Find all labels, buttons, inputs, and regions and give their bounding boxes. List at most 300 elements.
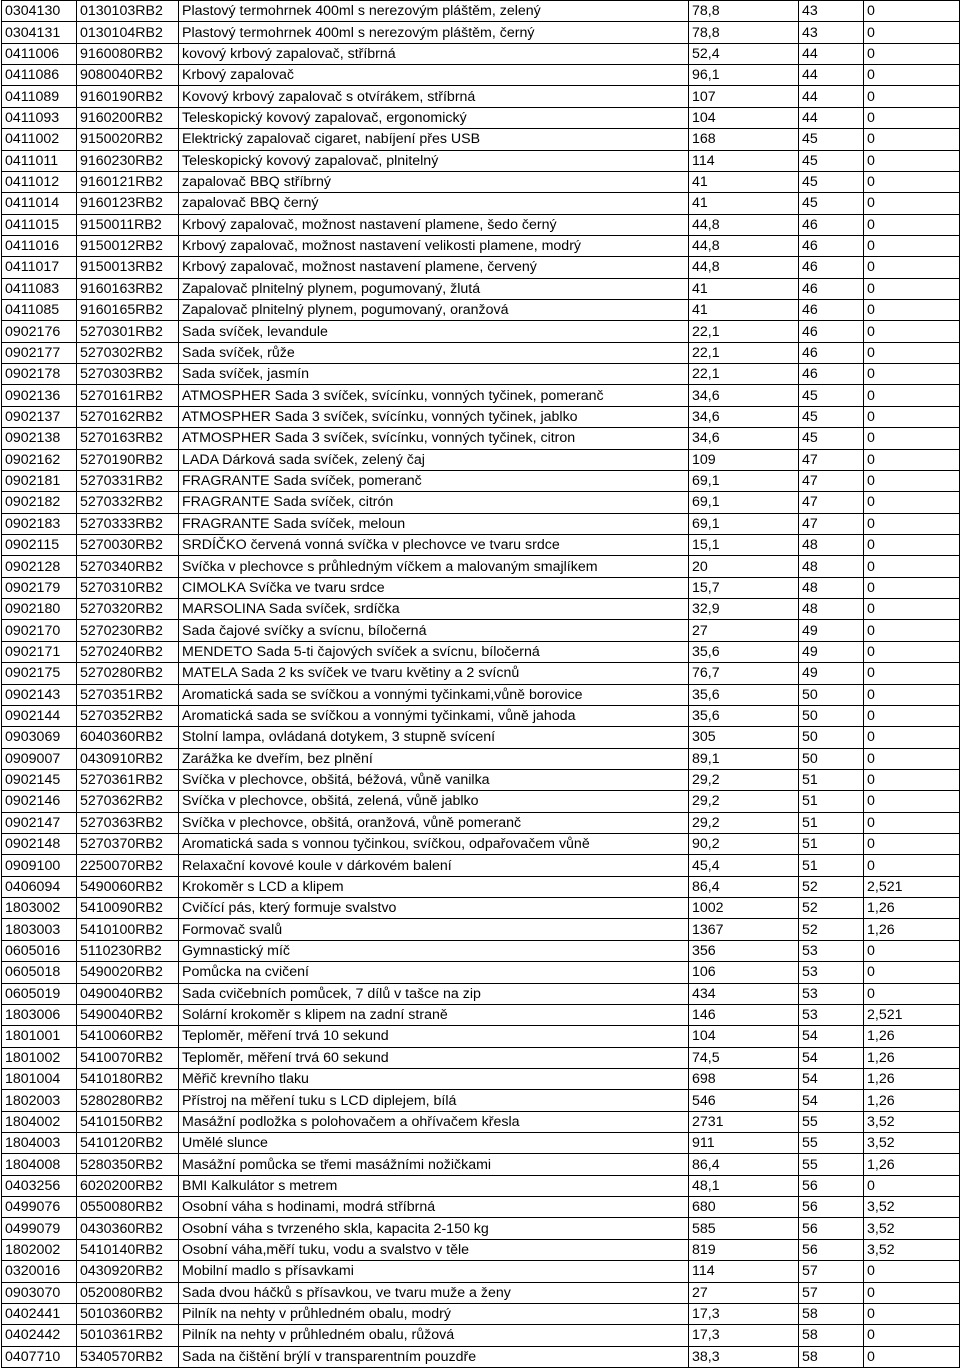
cell-price: 41 bbox=[689, 300, 799, 321]
cell-product-name: Osobní váha,měří tuku, vodu a svalstvo v těle bbox=[179, 1239, 689, 1260]
table-row bbox=[2, 1239, 960, 1260]
table-row bbox=[2, 1026, 960, 1047]
cell-product-code: 0902178 bbox=[2, 364, 77, 385]
cell-price: 2731 bbox=[689, 1111, 799, 1132]
cell-price: 911 bbox=[689, 1133, 799, 1154]
cell-product-name: Sada svíček, levandule bbox=[179, 321, 689, 342]
cell-product-code: 0411011 bbox=[2, 150, 77, 171]
cell-product-name: Formovač svalů bbox=[179, 919, 689, 940]
cell-page-number: 45 bbox=[799, 129, 864, 150]
cell-price: 34,6 bbox=[689, 406, 799, 427]
cell-product-name: ATMOSPHER Sada 3 svíček, svícínku, vonných tyčinek, jablko bbox=[179, 406, 689, 427]
cell-product-code: 0902137 bbox=[2, 406, 77, 427]
cell-catalog-number: 5270230RB2 bbox=[77, 620, 179, 641]
cell-page-number: 46 bbox=[799, 342, 864, 363]
cell-price: 104 bbox=[689, 107, 799, 128]
cell-page-number: 44 bbox=[799, 86, 864, 107]
cell-catalog-number: 5410090RB2 bbox=[77, 898, 179, 919]
cell-catalog-number: 5270301RB2 bbox=[77, 321, 179, 342]
cell-catalog-number: 0520080RB2 bbox=[77, 1282, 179, 1303]
cell-page-number: 58 bbox=[799, 1303, 864, 1324]
cell-product-code: 0902143 bbox=[2, 684, 77, 705]
cell-product-name: Sada cvičebních pomůcek, 7 dílů v tašce na zip bbox=[179, 983, 689, 1004]
table-row bbox=[2, 577, 960, 598]
cell-product-code: 0411017 bbox=[2, 257, 77, 278]
cell-catalog-number: 9150013RB2 bbox=[77, 257, 179, 278]
cell-page-number: 52 bbox=[799, 898, 864, 919]
table-row bbox=[2, 599, 960, 620]
table-row bbox=[2, 727, 960, 748]
cell-fee: 0 bbox=[864, 492, 960, 513]
table-row bbox=[2, 235, 960, 256]
table-row bbox=[2, 65, 960, 86]
cell-product-name: Mobilní madlo s přísavkami bbox=[179, 1261, 689, 1282]
cell-product-name: Sada čajové svíčky a svícnu, bíločerná bbox=[179, 620, 689, 641]
cell-fee: 0 bbox=[864, 171, 960, 192]
table-row bbox=[2, 1346, 960, 1367]
cell-product-name: MARSOLINA Sada svíček, srdíčka bbox=[179, 599, 689, 620]
cell-fee: 0 bbox=[864, 556, 960, 577]
cell-price: 86,4 bbox=[689, 876, 799, 897]
cell-page-number: 46 bbox=[799, 214, 864, 235]
cell-price: 1002 bbox=[689, 898, 799, 919]
cell-page-number: 53 bbox=[799, 983, 864, 1004]
cell-price: 69,1 bbox=[689, 492, 799, 513]
cell-catalog-number: 6040360RB2 bbox=[77, 727, 179, 748]
cell-product-name: Teploměr, měření trvá 60 sekund bbox=[179, 1047, 689, 1068]
cell-price: 35,6 bbox=[689, 684, 799, 705]
cell-product-name: Relaxační kovové koule v dárkovém balení bbox=[179, 855, 689, 876]
table-row bbox=[2, 834, 960, 855]
cell-price: 44,8 bbox=[689, 214, 799, 235]
table-row bbox=[2, 791, 960, 812]
table-row bbox=[2, 1154, 960, 1175]
cell-product-code: 0902181 bbox=[2, 470, 77, 491]
product-table bbox=[1, 0, 960, 1368]
table-row bbox=[2, 898, 960, 919]
table-row bbox=[2, 86, 960, 107]
cell-page-number: 46 bbox=[799, 278, 864, 299]
table-row bbox=[2, 1325, 960, 1346]
cell-product-name: FRAGRANTE Sada svíček, pomeranč bbox=[179, 470, 689, 491]
table-row bbox=[2, 300, 960, 321]
cell-page-number: 45 bbox=[799, 385, 864, 406]
cell-product-code: 0909100 bbox=[2, 855, 77, 876]
cell-product-code: 0902179 bbox=[2, 577, 77, 598]
cell-fee: 1,26 bbox=[864, 1026, 960, 1047]
table-row bbox=[2, 22, 960, 43]
cell-product-code: 0902182 bbox=[2, 492, 77, 513]
cell-product-name: Krbový zapalovač bbox=[179, 65, 689, 86]
cell-catalog-number: 5270240RB2 bbox=[77, 641, 179, 662]
cell-price: 69,1 bbox=[689, 470, 799, 491]
cell-page-number: 55 bbox=[799, 1154, 864, 1175]
cell-fee: 3,52 bbox=[864, 1239, 960, 1260]
cell-product-code: 0902175 bbox=[2, 663, 77, 684]
cell-price: 819 bbox=[689, 1239, 799, 1260]
cell-product-name: Plastový termohrnek 400ml s nerezovým pláštěm, černý bbox=[179, 22, 689, 43]
cell-price: 1367 bbox=[689, 919, 799, 940]
cell-page-number: 56 bbox=[799, 1239, 864, 1260]
table-row bbox=[2, 684, 960, 705]
table-row bbox=[2, 214, 960, 235]
cell-page-number: 51 bbox=[799, 834, 864, 855]
cell-page-number: 57 bbox=[799, 1282, 864, 1303]
cell-catalog-number: 2250070RB2 bbox=[77, 855, 179, 876]
cell-page-number: 48 bbox=[799, 577, 864, 598]
cell-price: 89,1 bbox=[689, 748, 799, 769]
cell-fee: 1,26 bbox=[864, 1154, 960, 1175]
cell-catalog-number: 9160121RB2 bbox=[77, 171, 179, 192]
cell-catalog-number: 0130103RB2 bbox=[77, 1, 179, 22]
cell-page-number: 45 bbox=[799, 150, 864, 171]
cell-price: 585 bbox=[689, 1218, 799, 1239]
cell-product-code: 1803002 bbox=[2, 898, 77, 919]
cell-catalog-number: 9160165RB2 bbox=[77, 300, 179, 321]
cell-page-number: 47 bbox=[799, 513, 864, 534]
cell-catalog-number: 5270333RB2 bbox=[77, 513, 179, 534]
cell-price: 109 bbox=[689, 449, 799, 470]
cell-catalog-number: 5010360RB2 bbox=[77, 1303, 179, 1324]
cell-price: 22,1 bbox=[689, 321, 799, 342]
cell-product-code: 0411016 bbox=[2, 235, 77, 256]
cell-product-code: 0902170 bbox=[2, 620, 77, 641]
cell-fee: 0 bbox=[864, 321, 960, 342]
cell-page-number: 45 bbox=[799, 428, 864, 449]
cell-fee: 0 bbox=[864, 834, 960, 855]
cell-product-code: 0902115 bbox=[2, 534, 77, 555]
cell-product-name: FRAGRANTE Sada svíček, meloun bbox=[179, 513, 689, 534]
cell-fee: 0 bbox=[864, 641, 960, 662]
cell-product-name: FRAGRANTE Sada svíček, citrón bbox=[179, 492, 689, 513]
cell-product-code: 1804002 bbox=[2, 1111, 77, 1132]
cell-price: 41 bbox=[689, 193, 799, 214]
cell-product-name: Sada na čištění brýlí v transparentním pouzdře bbox=[179, 1346, 689, 1367]
cell-catalog-number: 0490040RB2 bbox=[77, 983, 179, 1004]
cell-catalog-number: 5490060RB2 bbox=[77, 876, 179, 897]
cell-product-name: Aromatická sada s vonnou tyčinkou, svíčkou, odpařovačem vůně bbox=[179, 834, 689, 855]
cell-catalog-number: 9160190RB2 bbox=[77, 86, 179, 107]
table-row bbox=[2, 1282, 960, 1303]
cell-product-code: 0902171 bbox=[2, 641, 77, 662]
cell-fee: 0 bbox=[864, 534, 960, 555]
cell-catalog-number: 5410070RB2 bbox=[77, 1047, 179, 1068]
cell-product-code: 1803006 bbox=[2, 1004, 77, 1025]
table-row bbox=[2, 620, 960, 641]
cell-product-name: Krbový zapalovač, možnost nastavení plamene, šedo černý bbox=[179, 214, 689, 235]
cell-price: 78,8 bbox=[689, 1, 799, 22]
cell-fee: 0 bbox=[864, 1346, 960, 1367]
cell-catalog-number: 0130104RB2 bbox=[77, 22, 179, 43]
cell-catalog-number: 9150020RB2 bbox=[77, 129, 179, 150]
cell-product-name: SRDÍČKO červená vonná svíčka v plechovce ve tvaru srdce bbox=[179, 534, 689, 555]
table-row bbox=[2, 43, 960, 64]
cell-price: 86,4 bbox=[689, 1154, 799, 1175]
cell-product-code: 1804008 bbox=[2, 1154, 77, 1175]
cell-product-code: 0411093 bbox=[2, 107, 77, 128]
cell-catalog-number: 9150012RB2 bbox=[77, 235, 179, 256]
cell-price: 22,1 bbox=[689, 364, 799, 385]
table-row bbox=[2, 983, 960, 1004]
cell-fee: 0 bbox=[864, 406, 960, 427]
cell-page-number: 49 bbox=[799, 641, 864, 662]
cell-product-code: 0903070 bbox=[2, 1282, 77, 1303]
cell-product-code: 0909007 bbox=[2, 748, 77, 769]
cell-fee: 0 bbox=[864, 1325, 960, 1346]
cell-product-code: 0902183 bbox=[2, 513, 77, 534]
cell-catalog-number: 5110230RB2 bbox=[77, 940, 179, 961]
cell-fee: 0 bbox=[864, 385, 960, 406]
cell-page-number: 44 bbox=[799, 107, 864, 128]
cell-product-name: Osobní váha s hodinami, modrá stříbrná bbox=[179, 1197, 689, 1218]
cell-price: 74,5 bbox=[689, 1047, 799, 1068]
cell-price: 27 bbox=[689, 620, 799, 641]
cell-product-code: 0304131 bbox=[2, 22, 77, 43]
cell-product-name: Plastový termohrnek 400ml s nerezovým pláštěm, zelený bbox=[179, 1, 689, 22]
cell-catalog-number: 5270363RB2 bbox=[77, 812, 179, 833]
cell-catalog-number: 0430920RB2 bbox=[77, 1261, 179, 1282]
cell-product-name: Teploměr, měření trvá 10 sekund bbox=[179, 1026, 689, 1047]
cell-price: 32,9 bbox=[689, 599, 799, 620]
table-row bbox=[2, 962, 960, 983]
cell-product-name: Pilník na nehty v průhledném obalu, modrý bbox=[179, 1303, 689, 1324]
cell-fee: 0 bbox=[864, 107, 960, 128]
cell-price: 22,1 bbox=[689, 342, 799, 363]
cell-catalog-number: 5270163RB2 bbox=[77, 428, 179, 449]
cell-product-name: Krokoměr s LCD a klipem bbox=[179, 876, 689, 897]
cell-fee: 0 bbox=[864, 940, 960, 961]
cell-product-name: MENDETO Sada 5-ti čajových svíček a svícnu, bíločerná bbox=[179, 641, 689, 662]
cell-catalog-number: 5270332RB2 bbox=[77, 492, 179, 513]
cell-product-name: MATELA Sada 2 ks svíček ve tvaru květiny a 2 svícnů bbox=[179, 663, 689, 684]
cell-catalog-number: 5280350RB2 bbox=[77, 1154, 179, 1175]
cell-price: 96,1 bbox=[689, 65, 799, 86]
cell-price: 104 bbox=[689, 1026, 799, 1047]
cell-price: 146 bbox=[689, 1004, 799, 1025]
cell-fee: 0 bbox=[864, 620, 960, 641]
cell-catalog-number: 5270352RB2 bbox=[77, 705, 179, 726]
cell-fee: 3,52 bbox=[864, 1218, 960, 1239]
table-row bbox=[2, 663, 960, 684]
cell-fee: 1,26 bbox=[864, 1068, 960, 1089]
cell-product-code: 0411086 bbox=[2, 65, 77, 86]
cell-product-name: Měřič krevního tlaku bbox=[179, 1068, 689, 1089]
cell-catalog-number: 5270362RB2 bbox=[77, 791, 179, 812]
cell-product-code: 0407710 bbox=[2, 1346, 77, 1367]
cell-product-code: 0902145 bbox=[2, 769, 77, 790]
cell-page-number: 48 bbox=[799, 599, 864, 620]
cell-page-number: 48 bbox=[799, 556, 864, 577]
cell-page-number: 55 bbox=[799, 1111, 864, 1132]
cell-price: 48,1 bbox=[689, 1175, 799, 1196]
cell-page-number: 56 bbox=[799, 1175, 864, 1196]
cell-catalog-number: 5280280RB2 bbox=[77, 1090, 179, 1111]
cell-page-number: 57 bbox=[799, 1261, 864, 1282]
cell-page-number: 50 bbox=[799, 705, 864, 726]
cell-product-code: 0406094 bbox=[2, 876, 77, 897]
cell-product-name: Krbový zapalovač, možnost nastavení plamene, červený bbox=[179, 257, 689, 278]
cell-product-code: 0902138 bbox=[2, 428, 77, 449]
cell-fee: 0 bbox=[864, 855, 960, 876]
cell-product-name: Sada dvou háčků s přísavkou, ve tvaru muže a ženy bbox=[179, 1282, 689, 1303]
table-row bbox=[2, 107, 960, 128]
cell-page-number: 58 bbox=[799, 1325, 864, 1346]
cell-page-number: 44 bbox=[799, 43, 864, 64]
cell-product-name: Osobní váha s tvrzeného skla, kapacita 2-150 kg bbox=[179, 1218, 689, 1239]
cell-product-code: 1804003 bbox=[2, 1133, 77, 1154]
table-row bbox=[2, 876, 960, 897]
cell-price: 15,1 bbox=[689, 534, 799, 555]
table-row bbox=[2, 855, 960, 876]
cell-product-code: 0402441 bbox=[2, 1303, 77, 1324]
cell-fee: 0 bbox=[864, 150, 960, 171]
table-row bbox=[2, 940, 960, 961]
cell-price: 17,3 bbox=[689, 1303, 799, 1324]
cell-page-number: 43 bbox=[799, 22, 864, 43]
table-row bbox=[2, 129, 960, 150]
cell-fee: 0 bbox=[864, 235, 960, 256]
cell-product-name: Stolní lampa, ovládaná dotykem, 3 stupně svícení bbox=[179, 727, 689, 748]
cell-fee: 0 bbox=[864, 470, 960, 491]
cell-page-number: 48 bbox=[799, 534, 864, 555]
cell-catalog-number: 5270370RB2 bbox=[77, 834, 179, 855]
cell-fee: 0 bbox=[864, 278, 960, 299]
cell-product-code: 0902162 bbox=[2, 449, 77, 470]
cell-page-number: 45 bbox=[799, 171, 864, 192]
cell-price: 29,2 bbox=[689, 812, 799, 833]
cell-page-number: 49 bbox=[799, 663, 864, 684]
cell-price: 680 bbox=[689, 1197, 799, 1218]
cell-product-name: zapalovač BBQ stříbrný bbox=[179, 171, 689, 192]
cell-page-number: 51 bbox=[799, 812, 864, 833]
table-row bbox=[2, 150, 960, 171]
cell-product-code: 0411002 bbox=[2, 129, 77, 150]
cell-page-number: 47 bbox=[799, 470, 864, 491]
cell-fee: 0 bbox=[864, 86, 960, 107]
cell-catalog-number: 5270361RB2 bbox=[77, 769, 179, 790]
cell-price: 45,4 bbox=[689, 855, 799, 876]
cell-product-code: 0411083 bbox=[2, 278, 77, 299]
cell-page-number: 58 bbox=[799, 1346, 864, 1367]
cell-price: 41 bbox=[689, 278, 799, 299]
cell-product-code: 0903069 bbox=[2, 727, 77, 748]
cell-product-name: Kovový krbový zapalovač s otvírákem, stříbrná bbox=[179, 86, 689, 107]
cell-catalog-number: 5270351RB2 bbox=[77, 684, 179, 705]
cell-page-number: 50 bbox=[799, 727, 864, 748]
cell-price: 546 bbox=[689, 1090, 799, 1111]
cell-page-number: 51 bbox=[799, 769, 864, 790]
cell-catalog-number: 5270302RB2 bbox=[77, 342, 179, 363]
cell-product-code: 0411089 bbox=[2, 86, 77, 107]
table-row bbox=[2, 364, 960, 385]
cell-product-code: 0411012 bbox=[2, 171, 77, 192]
cell-product-code: 1801001 bbox=[2, 1026, 77, 1047]
cell-product-code: 0902177 bbox=[2, 342, 77, 363]
cell-product-code: 0403256 bbox=[2, 1175, 77, 1196]
cell-price: 35,6 bbox=[689, 705, 799, 726]
cell-product-code: 0902176 bbox=[2, 321, 77, 342]
cell-price: 114 bbox=[689, 1261, 799, 1282]
cell-product-code: 1802002 bbox=[2, 1239, 77, 1260]
cell-page-number: 52 bbox=[799, 876, 864, 897]
cell-catalog-number: 9160163RB2 bbox=[77, 278, 179, 299]
cell-price: 698 bbox=[689, 1068, 799, 1089]
cell-catalog-number: 0430910RB2 bbox=[77, 748, 179, 769]
cell-price: 434 bbox=[689, 983, 799, 1004]
cell-product-name: CIMOLKA Svíčka ve tvaru srdce bbox=[179, 577, 689, 598]
cell-page-number: 56 bbox=[799, 1218, 864, 1239]
cell-fee: 0 bbox=[864, 684, 960, 705]
cell-catalog-number: 9160230RB2 bbox=[77, 150, 179, 171]
cell-price: 114 bbox=[689, 150, 799, 171]
cell-product-name: Teleskopický kovový zapalovač, plnitelný bbox=[179, 150, 689, 171]
cell-catalog-number: 5490040RB2 bbox=[77, 1004, 179, 1025]
cell-catalog-number: 9160080RB2 bbox=[77, 43, 179, 64]
table-row bbox=[2, 428, 960, 449]
cell-price: 69,1 bbox=[689, 513, 799, 534]
cell-product-code: 0411085 bbox=[2, 300, 77, 321]
table-row bbox=[2, 492, 960, 513]
cell-price: 17,3 bbox=[689, 1325, 799, 1346]
cell-price: 29,2 bbox=[689, 791, 799, 812]
cell-page-number: 46 bbox=[799, 235, 864, 256]
table-row bbox=[2, 406, 960, 427]
cell-product-name: Svíčka v plechovce, obšitá, zelená, vůně jablko bbox=[179, 791, 689, 812]
cell-fee: 0 bbox=[864, 193, 960, 214]
cell-product-name: BMI Kalkulátor s metrem bbox=[179, 1175, 689, 1196]
table-row bbox=[2, 1261, 960, 1282]
cell-page-number: 50 bbox=[799, 684, 864, 705]
table-row bbox=[2, 1218, 960, 1239]
cell-page-number: 47 bbox=[799, 449, 864, 470]
cell-product-code: 0902146 bbox=[2, 791, 77, 812]
cell-fee: 0 bbox=[864, 791, 960, 812]
cell-catalog-number: 5270303RB2 bbox=[77, 364, 179, 385]
cell-fee: 0 bbox=[864, 663, 960, 684]
cell-page-number: 43 bbox=[799, 1, 864, 22]
cell-catalog-number: 5270162RB2 bbox=[77, 406, 179, 427]
cell-product-name: Solární krokoměr s klipem na zadní straně bbox=[179, 1004, 689, 1025]
cell-catalog-number: 5410100RB2 bbox=[77, 919, 179, 940]
cell-product-code: 0902128 bbox=[2, 556, 77, 577]
table-row bbox=[2, 449, 960, 470]
cell-product-code: 0411014 bbox=[2, 193, 77, 214]
table-row bbox=[2, 1068, 960, 1089]
cell-catalog-number: 6020200RB2 bbox=[77, 1175, 179, 1196]
cell-fee: 0 bbox=[864, 1, 960, 22]
cell-fee: 0 bbox=[864, 577, 960, 598]
cell-product-code: 0411006 bbox=[2, 43, 77, 64]
cell-fee: 0 bbox=[864, 257, 960, 278]
cell-page-number: 52 bbox=[799, 919, 864, 940]
cell-product-code: 1801002 bbox=[2, 1047, 77, 1068]
cell-catalog-number: 5410150RB2 bbox=[77, 1111, 179, 1132]
cell-fee: 0 bbox=[864, 364, 960, 385]
cell-product-name: Cvičící pás, který formuje svalstvo bbox=[179, 898, 689, 919]
cell-fee: 1,26 bbox=[864, 1090, 960, 1111]
cell-product-code: 0605019 bbox=[2, 983, 77, 1004]
cell-fee: 3,52 bbox=[864, 1111, 960, 1132]
cell-page-number: 51 bbox=[799, 855, 864, 876]
cell-page-number: 56 bbox=[799, 1197, 864, 1218]
cell-fee: 2,521 bbox=[864, 876, 960, 897]
table-row bbox=[2, 470, 960, 491]
cell-fee: 0 bbox=[864, 342, 960, 363]
cell-price: 44,8 bbox=[689, 235, 799, 256]
cell-catalog-number: 5270331RB2 bbox=[77, 470, 179, 491]
cell-price: 106 bbox=[689, 962, 799, 983]
cell-catalog-number: 9150011RB2 bbox=[77, 214, 179, 235]
